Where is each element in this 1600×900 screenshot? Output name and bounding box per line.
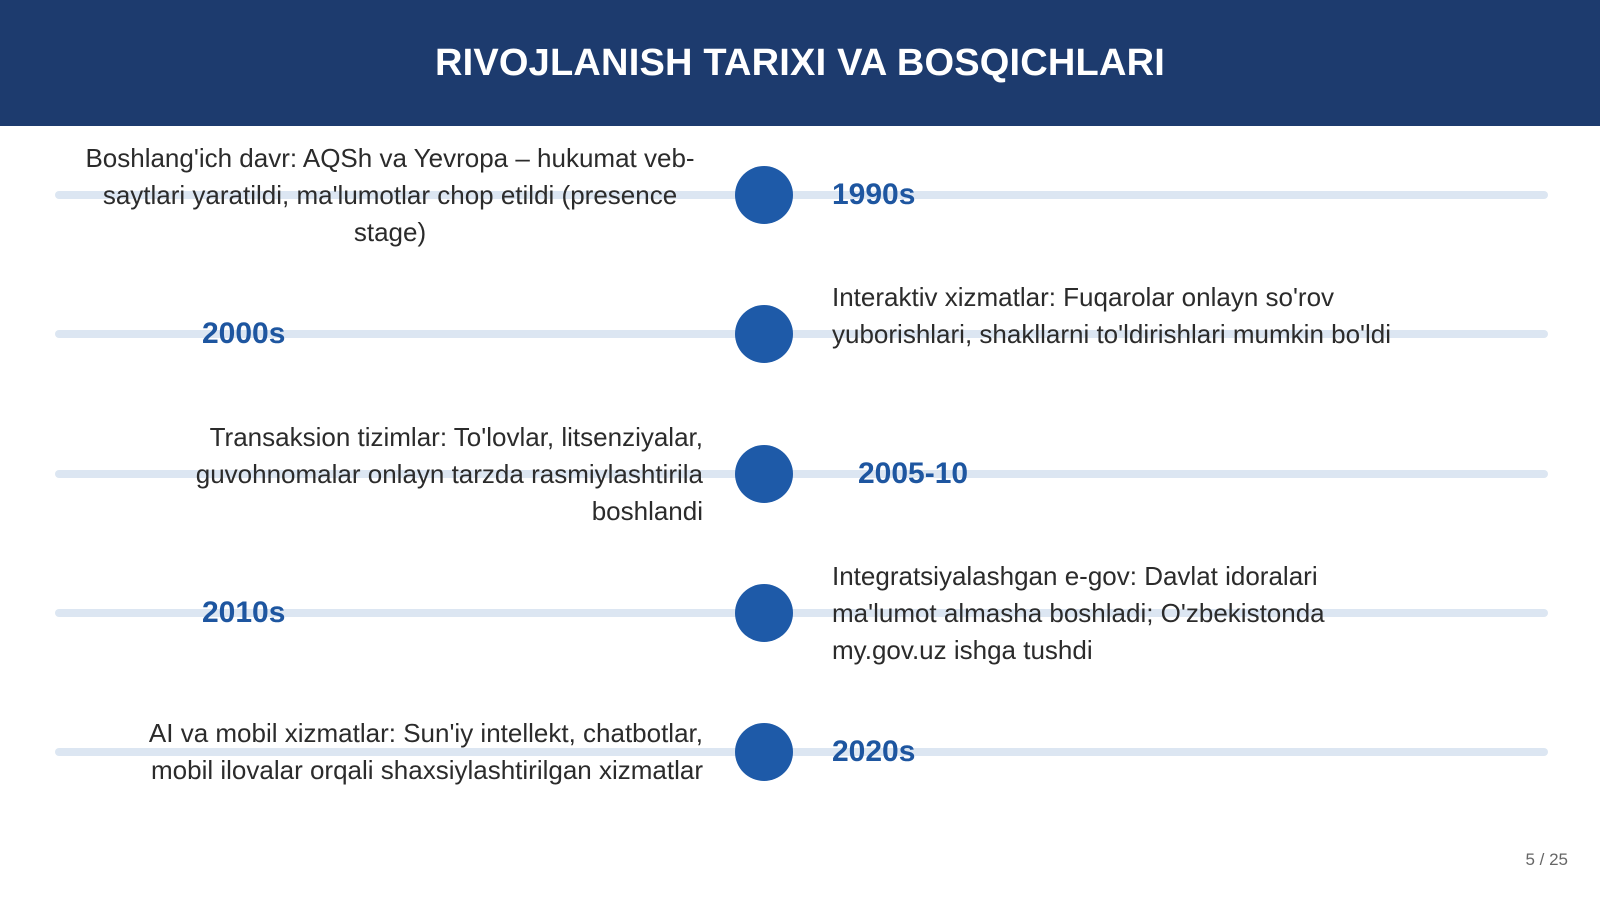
timeline-year: 2000s	[202, 317, 286, 350]
timeline-year: 2020s	[832, 735, 916, 768]
slide-title: RIVOJLANISH TARIXI VA BOSQICHLARI	[434, 41, 1166, 84]
timeline-marker	[735, 445, 793, 503]
timeline-description: Transaksion tizimlar: To'lovlar, litsenziyalar, guvohnomalar onlayn tarzda rasmiylashtirila boshlandi	[195, 422, 703, 526]
timeline-description: Interaktiv xizmatlar: Fuqarolar onlayn so'rov yuborishlari, shakllarni to'ldirishlari mumkin bo'ldi	[832, 282, 1392, 349]
slide-header	[0, 0, 1600, 126]
timeline-year: 1990s	[832, 178, 916, 211]
timeline-description: AI va mobil xizmatlar: Sun'iy intellekt, chatbotlar, mobil ilovalar orqali shaxsiylashtirilgan xizmatlar	[148, 718, 703, 785]
timeline-marker	[735, 166, 793, 224]
timeline-marker	[735, 584, 793, 642]
timeline-description: Boshlang'ich davr: AQSh va Yevropa – hukumat veb-saytlari yaratildi, ma'lumotlar chop etildi (presence stage)	[85, 143, 695, 247]
timeline-marker	[735, 723, 793, 781]
timeline-year: 2005-10	[858, 457, 969, 490]
page-indicator: 5 / 25	[1525, 850, 1568, 869]
timeline-description: Integratsiyalashgan e-gov: Davlat idoralari ma'lumot almasha boshladi; O'zbekistonda my.gov.uz ishga tushdi	[832, 561, 1325, 665]
timeline-year: 2010s	[202, 596, 286, 629]
timeline-marker	[735, 305, 793, 363]
